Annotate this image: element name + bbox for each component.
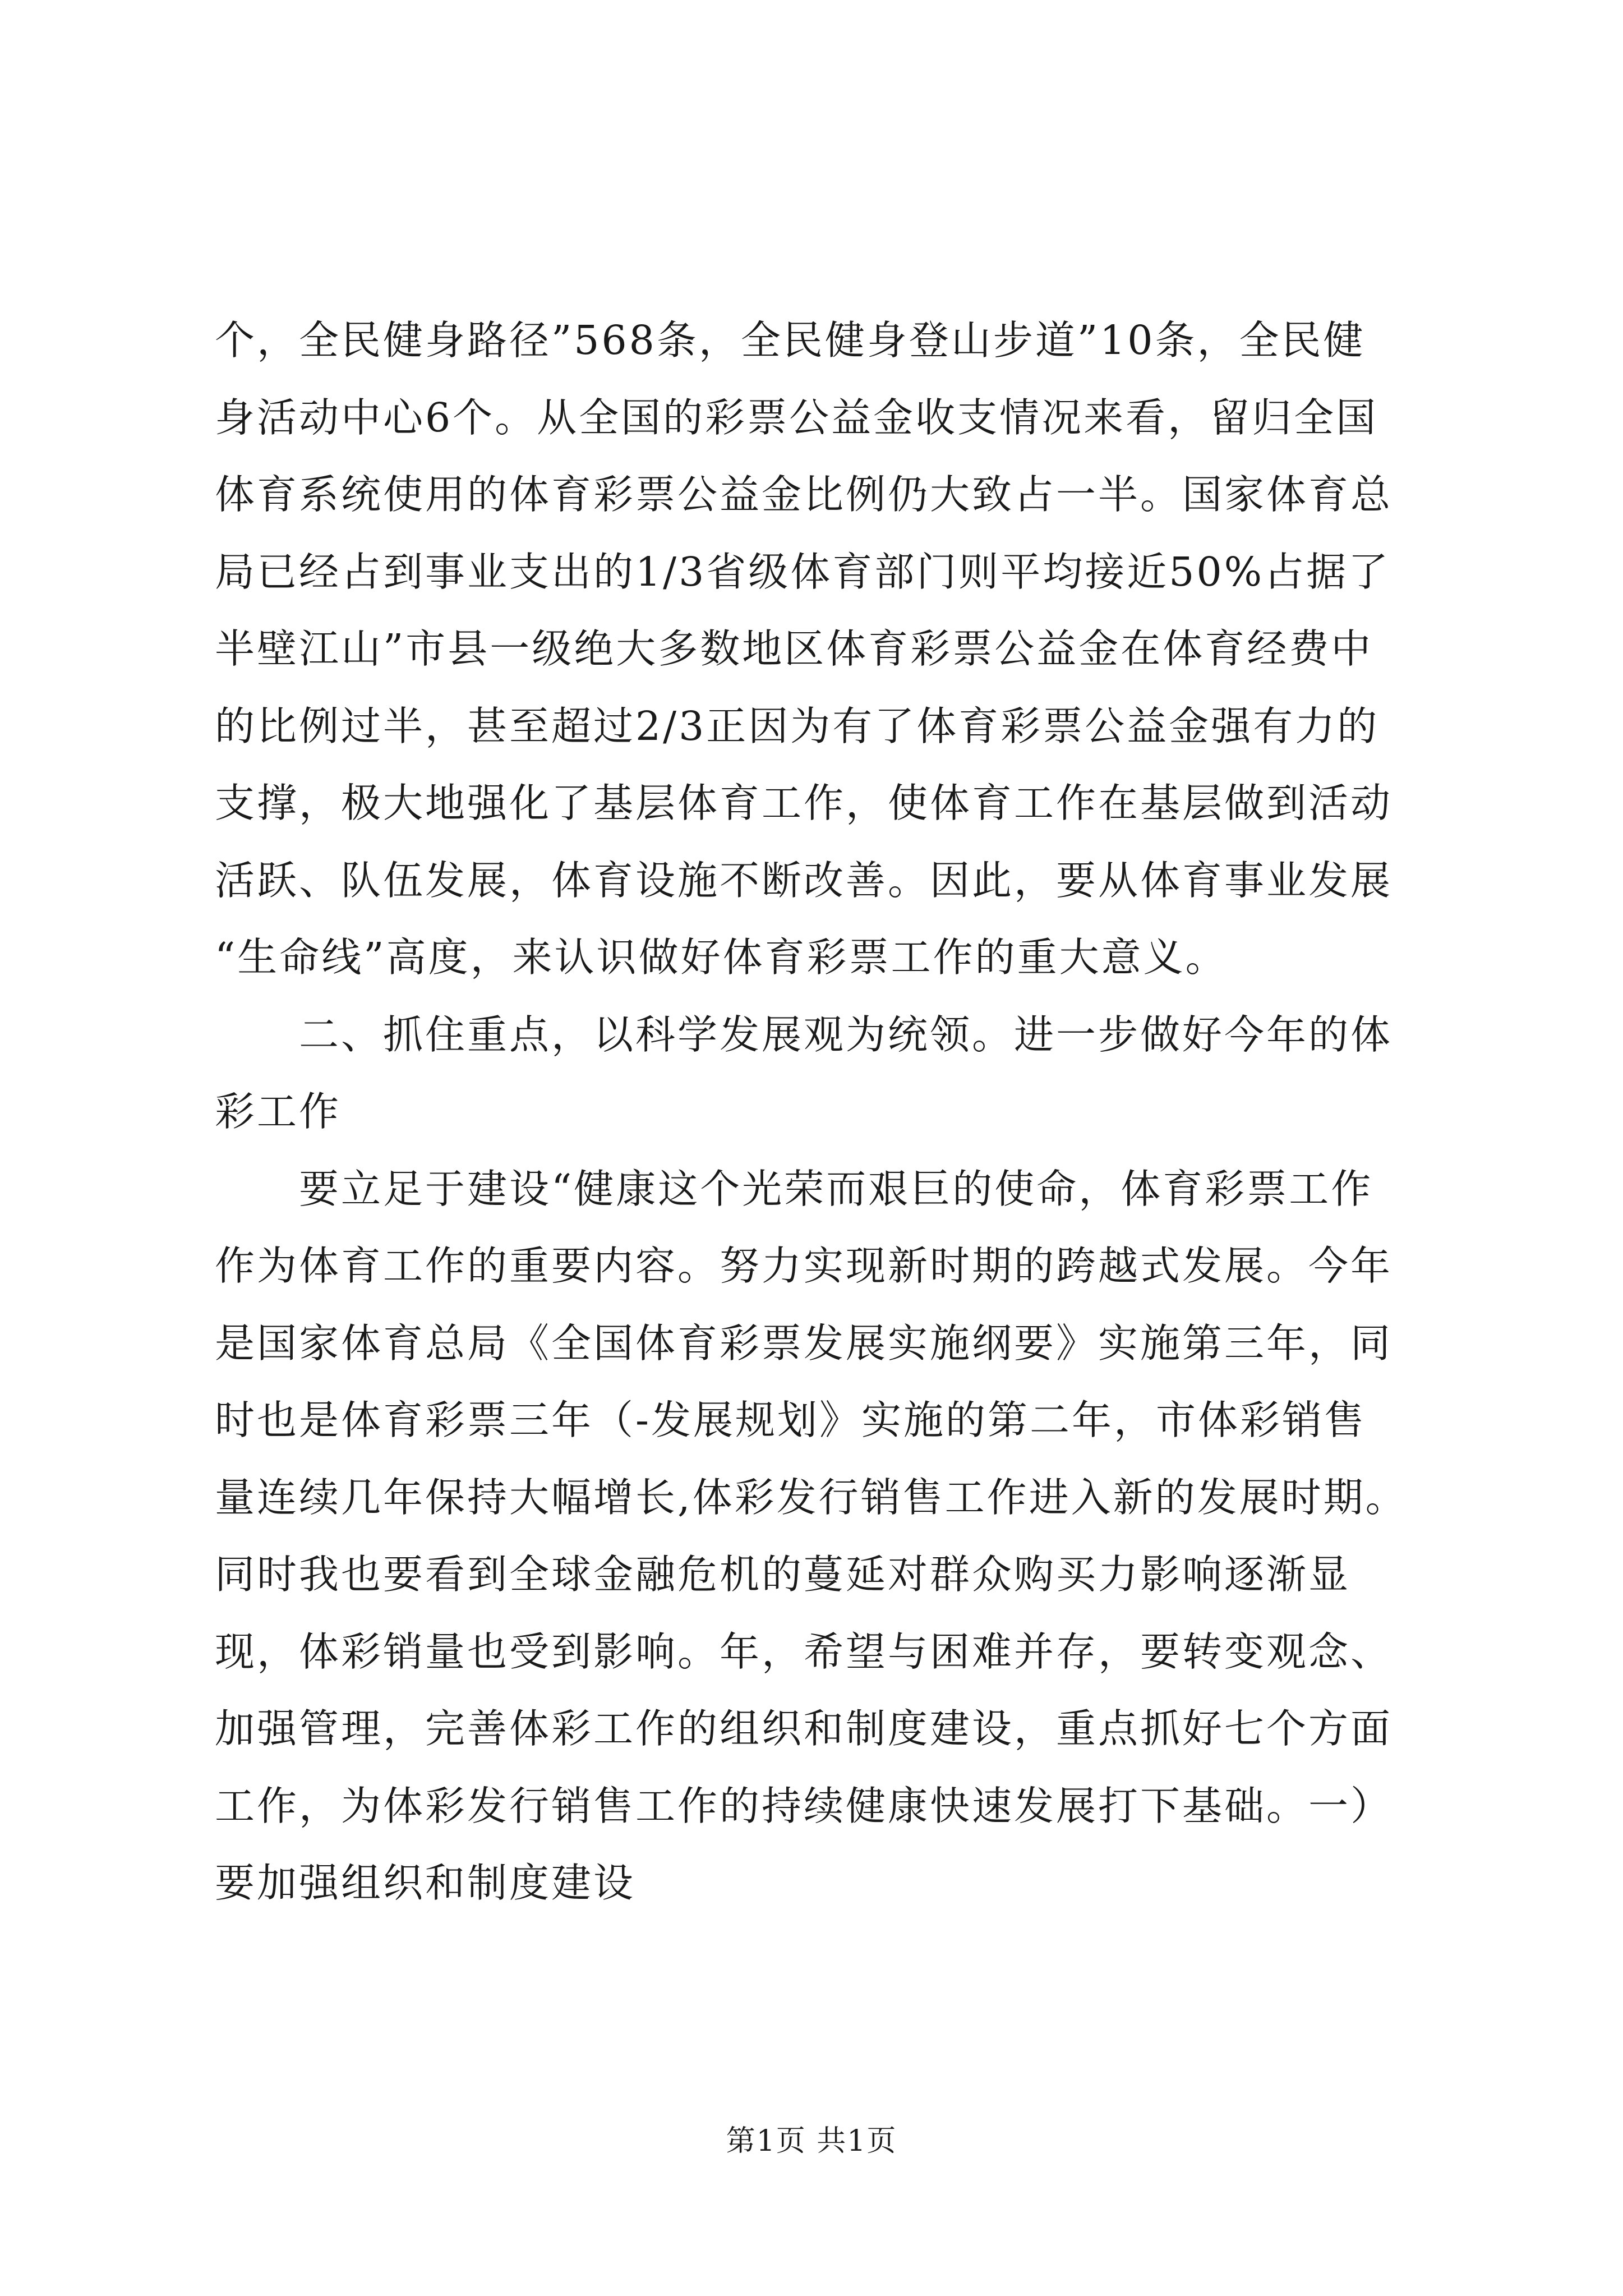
text-line: 加强管理，完善体彩工作的组织和制度建设，重点抓好七个方面 <box>215 1705 1393 1752</box>
text-line: 时也是体育彩票三年（-发展规划》实施的第二年，市体彩销售 <box>215 1397 1366 1443</box>
text-line: 体育系统使用的体育彩票公益金比例仍大致占一半。国家体育总 <box>215 471 1393 518</box>
text-line: 是国家体育总局《全国体育彩票发展实施纲要》实施第三年，同 <box>215 1319 1393 1366</box>
text-line: 同时我也要看到全球金融危机的蔓延对群众购买力影响逐渐显 <box>215 1551 1351 1598</box>
text-line: 身活动中心6个。从全国的彩票公益金收支情况来看，留归全国 <box>215 394 1378 441</box>
text-line: 工作，为体彩发行销售工作的持续健康快速发展打下基础。一） <box>215 1782 1393 1829</box>
text-line: 现，体彩销量也受到影响。年，希望与困难并存，要转变观念、 <box>215 1628 1393 1675</box>
page-number-footer: 第1页 共1页 <box>726 2124 897 2158</box>
body-text <box>215 302 1415 1922</box>
text-line: 要加强组织和制度建设 <box>215 1860 636 1906</box>
text-line: 支撑，极大地强化了基层体育工作，使体育工作在基层做到活动 <box>215 780 1393 826</box>
text-line: 的比例过半，甚至超过2/3正因为有了体育彩票公益金强有力的 <box>215 702 1380 749</box>
text-line: 半壁江山”市县一级绝大多数地区体育彩票公益金在体育经费中 <box>215 625 1373 672</box>
text-line: 要立足于建设“健康这个光荣而艰巨的使命，体育彩票工作 <box>299 1165 1373 1212</box>
section-heading-line: 二、抓住重点，以科学发展观为统领。进一步做好今年的体 <box>299 1011 1393 1058</box>
text-line: “生命线”高度，来认识做好体育彩票工作的重大意义。 <box>215 934 1228 981</box>
text-line: 作为体育工作的重要内容。努力实现新时期的跨越式发展。今年 <box>215 1243 1393 1289</box>
text-line: 个，全民健身路径”568条，全民健身登山步道”10条，全民健 <box>215 317 1366 364</box>
text-line: 活跃、队伍发展，体育设施不断改善。因此，要从体育事业发展 <box>215 857 1393 904</box>
text-line: 量连续几年保持大幅增长,体彩发行销售工作进入新的发展时期。 <box>215 1474 1408 1521</box>
text-line: 局已经占到事业支出的1/3省级体育部门则平均接近50%占据了 <box>215 548 1391 595</box>
section-heading-line: 彩工作 <box>215 1088 342 1135</box>
